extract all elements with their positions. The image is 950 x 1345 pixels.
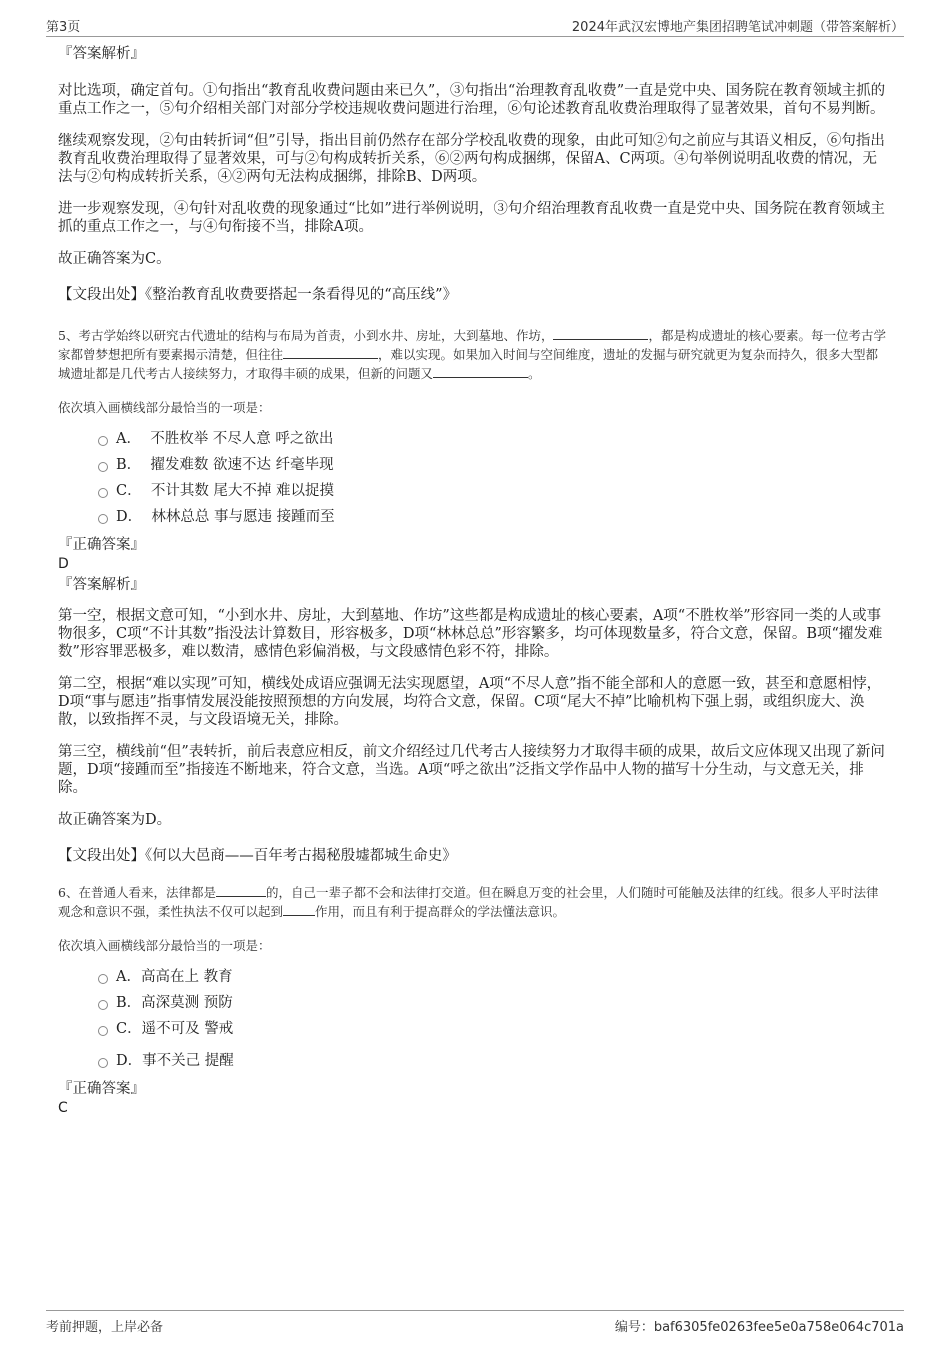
- radio-icon[interactable]: [98, 1058, 108, 1068]
- q5-instruction: 依次填入画横线部分最恰当的一项是：: [58, 400, 271, 415]
- q6-correct-answer: C: [58, 1100, 68, 1116]
- blank-line: [216, 884, 266, 897]
- blank-line: [283, 346, 378, 359]
- q6-option-a[interactable]: A．高高在上 教育: [58, 967, 890, 993]
- q5-option-a[interactable]: A． 不胜枚举 不尽人意 呼之欲出: [58, 429, 890, 455]
- footer-slogan: 考前押题，上岸必备: [46, 1320, 164, 1335]
- q5-options: [58, 429, 890, 533]
- document-title: 2024年武汉宏博地产集团招聘笔试冲刺题（带答案解析）: [571, 20, 904, 35]
- blank-line: [553, 327, 648, 340]
- q5-conclusion: 故正确答案为D。: [58, 812, 172, 828]
- q5-correct-answer: D: [58, 556, 69, 572]
- q4-conclusion: 故正确答案为C。: [58, 251, 171, 267]
- q6-correct-label: 『正确答案』: [58, 1081, 145, 1097]
- page-footer: [46, 1310, 904, 1337]
- document-id: 编号：baf6305fe0263fee5e0a758e064c701a: [614, 1320, 904, 1335]
- q5-option-d[interactable]: D． 林林总总 事与愿违 接踵而至: [58, 507, 890, 533]
- q4-analysis-p1: 对比选项，确定首句。①句指出“教育乱收费问题由来已久”，③句指出“治理教育乱收费”一直是党中央、国务院在教育领域主抓的重点工作之一，⑤句介绍相关部门对部分学校违规收费问题进行治理，⑥句论述教育乱收费治理取得了显著效果，首句不易判断。: [58, 83, 886, 117]
- q5-analysis-p2: 第二空，根据“难以实现”可知，横线处成语应强调无法实现愿望，A项“不尽人意”指不能全部和人的意愿一致，甚至和意愿相悖，D项“事与愿违”指事情发展没能按照预想的方向发展，均符合文意，保留。C项“尾大不掉”比喻机构下强上弱，或组织庞大、涣散，以致指挥不灵，与文段语境无关，排除。: [58, 676, 882, 728]
- q4-source: 【文段出处】《整治教育乱收费要搭起一条看得见的“高压线”》: [58, 287, 458, 303]
- q5-option-c[interactable]: C． 不计其数 尾大不掉 难以捉摸: [58, 481, 890, 507]
- radio-icon[interactable]: [98, 436, 108, 446]
- blank-line: [283, 903, 315, 916]
- radio-icon[interactable]: [98, 1000, 108, 1010]
- q4-analysis-label: 『答案解析』: [58, 46, 145, 62]
- q6-option-b[interactable]: B．高深莫测 预防: [58, 993, 890, 1019]
- radio-icon[interactable]: [98, 974, 108, 984]
- radio-icon[interactable]: [98, 488, 108, 498]
- q5-analysis-p3: 第三空，横线前“但”表转折，前后表意应相反，前文介绍经过几代考古人接续努力才取得丰硕的成果，故后文应体现又出现了新问题，D项“接踵而至”指接连不断地来，符合文意，当选。A项“呼之欲出”泛指文学作品中人物的描写十分生动，与文意无关，排除。: [58, 744, 885, 796]
- blank-line: [433, 365, 528, 378]
- q6-option-d[interactable]: D．事不关己 提醒: [58, 1051, 890, 1077]
- page-header: [46, 14, 904, 37]
- q5-source: 【文段出处】《何以大邑商——百年考古揭秘殷墟都城生命史》: [58, 848, 457, 864]
- q6-instruction: 依次填入画横线部分最恰当的一项是：: [58, 938, 271, 953]
- radio-icon[interactable]: [98, 462, 108, 472]
- q6-stem: 6、在普通人看来，法律都是 的，自己一辈子都不会和法律打交道。但在瞬息万变的社会里，人们随时可能触及法律的红线。很多人平时法律观念和意识不强，柔性执法不仅可以起到 作用，而且有利于提高群众的学法懂法意识。: [58, 885, 879, 919]
- q5-stem: 5、考古学始终以研究古代遗址的结构与布局为首责，小到水井、房址，大到墓地、作坊， ，都是构成遗址的核心要素。每一位考古学家都曾梦想把所有要素揭示清楚，但往往 ，难以实现。如果加入时间与空间维度，遗址的发掘与研究就更为复杂而持久，很多大型都城遗址都是几代考古人接续努力，才取得丰硕的成果，但新的问题又 。: [58, 328, 886, 381]
- page-number: 第3页: [46, 20, 81, 35]
- q6-options: [58, 967, 890, 1077]
- q4-analysis-p3: 进一步观察发现，④句针对乱收费的现象通过“比如”进行举例说明，③句介绍治理教育乱收费一直是党中央、国务院在教育领域主抓的重点工作之一，与④句衔接不当，排除A项。: [58, 201, 885, 235]
- q5-option-b[interactable]: B． 擢发难数 欲速不达 纤毫毕现: [58, 455, 890, 481]
- radio-icon[interactable]: [98, 1026, 108, 1036]
- q6-option-c[interactable]: C．遥不可及 警戒: [58, 1019, 890, 1051]
- q5-analysis-p1: 第一空，根据文意可知，“小到水井、房址，大到墓地、作坊”这些都是构成遗址的核心要素，A项“不胜枚举”形容同一类的人或事物很多，C项“不计其数”指没法计算数目，形容极多，D项“林林总总”形容繁多，均可体现数量多，符合文意，保留。B项“擢发难数”形容罪恶极多，难以数清，感情色彩偏消极，与文段感情色彩不符，排除。: [58, 608, 883, 660]
- q4-analysis-p2: 继续观察发现，②句由转折词“但”引导，指出目前仍然存在部分学校乱收费的现象，由此可知②句之前应与其语义相反，⑥句指出教育乱收费治理取得了显著效果，可与②句构成转折关系，⑥②两句构成捆绑，保留A、C两项。④句举例说明乱收费的情况，无法与②句构成转折关系，④②两句无法构成捆绑，排除B、D两项。: [58, 133, 885, 185]
- main-content: [58, 44, 890, 1117]
- q5-correct-label: 『正确答案』: [58, 537, 145, 553]
- radio-icon[interactable]: [98, 514, 108, 524]
- q5-analysis-label: 『答案解析』: [58, 577, 145, 593]
